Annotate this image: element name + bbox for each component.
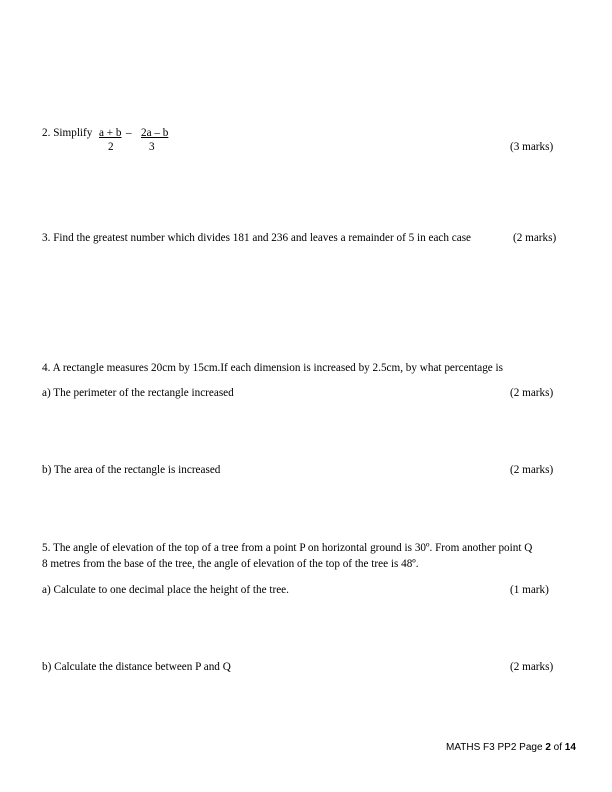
page-footer — [446, 742, 576, 753]
q4a-marks: (2 marks) — [510, 387, 554, 399]
q5a-text: a) Calculate to one decimal place the height of the tree. — [42, 584, 289, 596]
q2-fraction1-denominator: 2 — [108, 141, 114, 153]
q4b-text: b) The area of the rectangle is increased — [42, 464, 221, 476]
footer-of: of — [553, 742, 562, 753]
q5a-marks: (1 mark) — [510, 584, 549, 596]
q5b-text: b) Calculate the distance between P and Q — [42, 661, 231, 673]
q2-fraction1-numerator: a + b — [99, 127, 122, 139]
footer-page-total: 14 — [564, 742, 576, 753]
q2-fraction2-denominator: 3 — [149, 141, 155, 153]
q3-text: 3. Find the greatest number which divides 181 and 236 and leaves a remainder of 5 in each case — [42, 232, 472, 244]
q2-fraction2-numerator: 2a – b — [141, 127, 169, 139]
q5-text-line1: 5. The angle of elevation of the top of a tree from a point P on horizontal ground is 30º. From another point Q — [42, 542, 533, 554]
q4-text: 4. A rectangle measures 20cm by 15cm.If each dimension is increased by 2.5cm, by what percentage is — [42, 362, 504, 374]
footer-page-number: 2 — [545, 742, 551, 753]
q2-minus-sign: – — [126, 127, 132, 139]
q2-text: 2. Simplify — [42, 127, 93, 139]
q4b-marks: (2 marks) — [510, 464, 554, 476]
q5-text-line2: 8 metres from the base of the tree, the angle of elevation of the top of the tree is 48º. — [42, 558, 419, 570]
q3-marks: (2 marks) — [513, 232, 557, 244]
q4a-text: a) The perimeter of the rectangle increased — [42, 387, 234, 399]
q2-marks: (3 marks) — [510, 141, 554, 153]
q5b-marks: (2 marks) — [510, 661, 554, 673]
footer-prefix: MATHS F3 PP2 Page — [446, 742, 543, 753]
